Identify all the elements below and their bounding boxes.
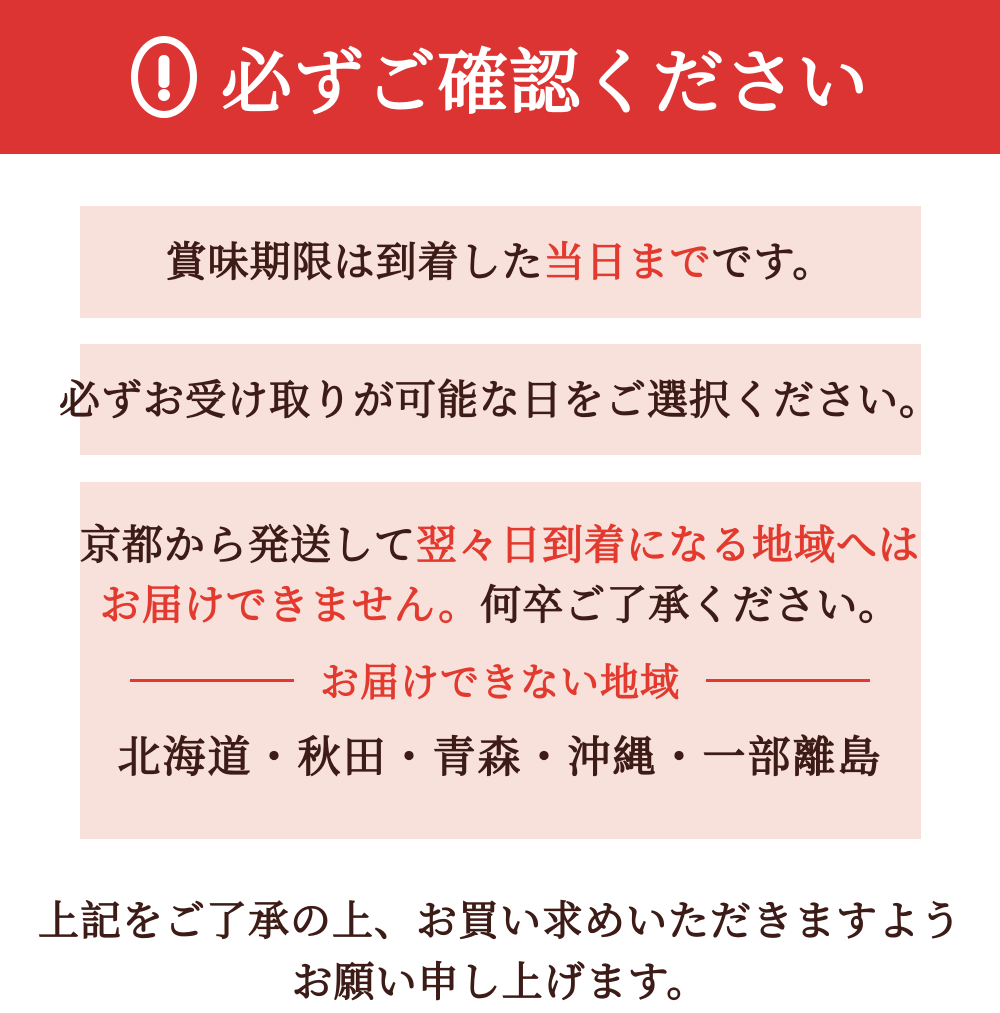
footer-line1: 上記をご了承の上、お買い求めいただきますよう	[38, 898, 962, 944]
expiry-text-pre: 賞味期限は到着した	[165, 239, 544, 285]
shipping-line1	[80, 515, 921, 575]
undeliverable-regions-list: 北海道・秋田・青森・沖縄・一部離島	[117, 734, 883, 782]
notice-box-pickup	[59, 344, 941, 455]
shipping-line2-red: お届けできません。	[99, 582, 481, 628]
notice-box-shipping	[80, 482, 921, 839]
expiry-text-post: です。	[711, 239, 835, 285]
divider-rule-left	[130, 679, 294, 682]
page-title: 必ずご確認ください	[220, 44, 869, 123]
exclamation-dot	[158, 89, 170, 101]
footer-line2: お願い申し上げます。	[291, 959, 709, 1005]
divider-rule-right	[706, 679, 870, 682]
pickup-text: 必ずお受け取りが可能な日をご選択ください。	[59, 376, 941, 423]
exclamation-circle-icon	[131, 36, 197, 118]
expiry-text-emphasis: 当日まで	[543, 239, 712, 285]
shipping-line1-dark: 京都から発送して	[80, 522, 416, 568]
shipping-line2-dark: 何卒ご了承ください。	[480, 582, 901, 628]
undeliverable-area-divider	[80, 652, 921, 708]
header-banner	[0, 0, 1000, 154]
exclamation-bar	[158, 55, 169, 88]
shipping-line2	[80, 575, 921, 635]
footer-note	[0, 891, 1000, 1013]
undeliverable-area-label: お届けできない地域	[319, 662, 680, 705]
expiry-text	[166, 232, 835, 292]
notice-box-expiry	[80, 206, 921, 318]
shipping-line1-red: 翌々日到着になる地域へは	[416, 522, 920, 568]
notice-box-list	[59, 206, 941, 839]
